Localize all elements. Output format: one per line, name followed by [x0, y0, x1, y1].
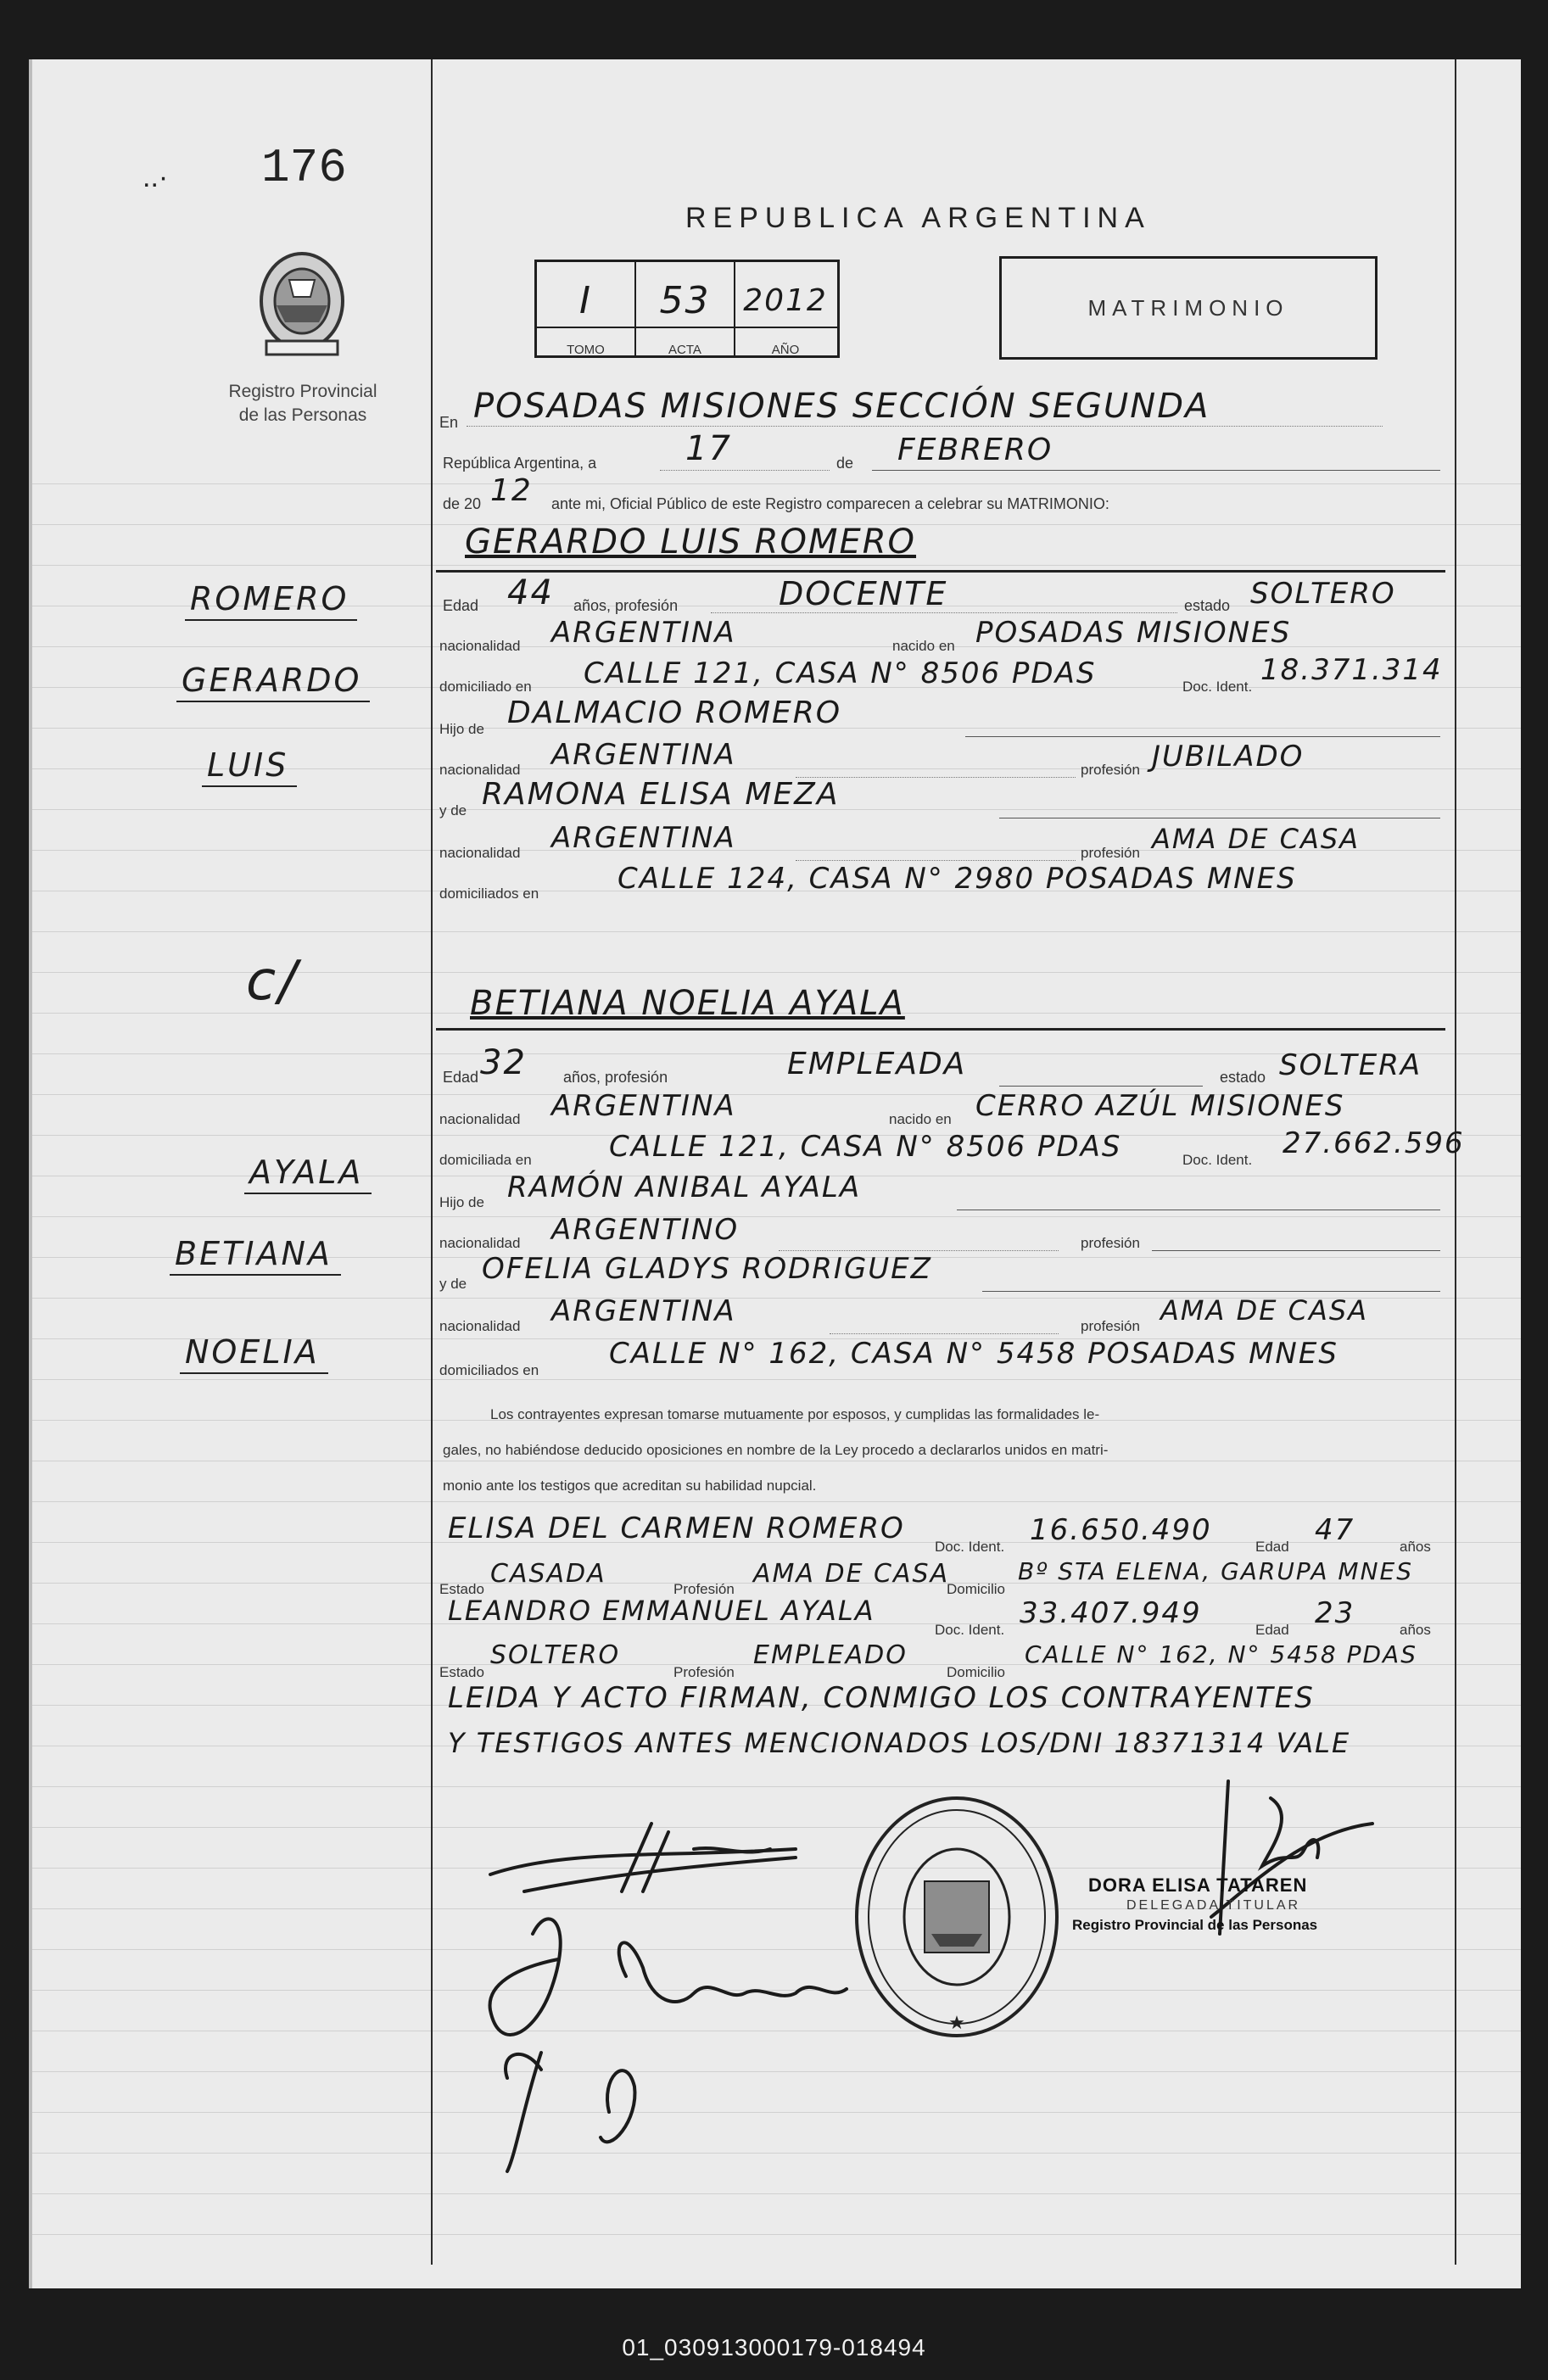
witness2-dom-label: Domicilio: [947, 1664, 1005, 1680]
bride-yde-label: y de: [439, 1276, 467, 1292]
day-underline: [660, 470, 830, 471]
groom-parents-address: CALLE 124, CASA N° 2980 POSADAS MNES: [618, 862, 1297, 896]
bride-name-underline: [436, 1028, 1445, 1031]
groom-hijo-label: Hijo de: [439, 721, 484, 737]
bride-father-prof-underline: [1152, 1250, 1440, 1251]
bride-mother-occupation: AMA DE CASA: [1160, 1294, 1369, 1327]
acta-cell: [636, 262, 735, 355]
groom-father-nationality: ARGENTINA: [551, 738, 736, 772]
groom-occupation-underline: [711, 612, 1177, 613]
witness2-edad-label: Edad: [1255, 1622, 1289, 1638]
bride-domiciliados-label: domiciliados en: [439, 1362, 539, 1378]
register-page: [29, 59, 1521, 2288]
ruled-line: [32, 2193, 1521, 2194]
country-title: REPUBLICA ARGENTINA: [685, 202, 1151, 234]
ruled-line: [32, 483, 1521, 484]
bride-edad-label: Edad: [443, 1069, 479, 1086]
groom-address: CALLE 121, CASA N° 8506 PDAS: [584, 656, 1097, 690]
ruled-line: [32, 2234, 1521, 2235]
month-underline: [872, 470, 1440, 471]
anio-cell: [735, 262, 835, 355]
ruled-line: [32, 1501, 1521, 1502]
declaration-line2: gales, no habiéndose deducido oposiciones en nombre de la Ley procedo a declararlos unidos en matri-: [443, 1442, 1109, 1458]
right-border: [1455, 59, 1456, 2265]
anio-label: AÑO: [771, 343, 800, 357]
margin-groom-name2: LUIS: [207, 746, 288, 784]
groom-mother-occupation: AMA DE CASA: [1152, 823, 1361, 855]
groom-full-name: GERARDO LUIS ROMERO: [465, 522, 917, 561]
bride-nationality: ARGENTINA: [551, 1089, 736, 1123]
ceremony-place: POSADAS MISIONES SECCIÓN SEGUNDA: [473, 387, 1210, 426]
ruled-line: [32, 931, 1521, 932]
groom-estado-label: estado: [1184, 597, 1231, 614]
registry-name-line2: de las Personas: [238, 405, 367, 425]
witness1-name: ELISA DEL CARMEN ROMERO: [448, 1511, 905, 1545]
witness1-doc-label: Doc. Ident.: [935, 1539, 1005, 1555]
ceremony-day: 17: [685, 429, 732, 468]
bride-father-nac-underline: [779, 1250, 1059, 1251]
bride-hijo-label: Hijo de: [439, 1194, 484, 1210]
witness1-civil-status: CASADA: [490, 1559, 606, 1589]
official-signature-icon: [1169, 1764, 1406, 1968]
act-type-label: MATRIMONIO: [1087, 294, 1289, 321]
witness1-address: Bº STA ELENA, GARUPA MNES: [1018, 1557, 1413, 1585]
margin-bride-name2: NOELIA: [185, 1333, 320, 1371]
groom-domiciliados-label: domiciliados en: [439, 886, 539, 902]
acta-label: ACTA: [668, 343, 701, 357]
witness1-estado-label: Estado: [439, 1581, 484, 1597]
tomo-value: I: [579, 278, 592, 322]
anio-value: 2012: [743, 282, 828, 318]
ruled-line: [32, 565, 1521, 566]
margin-connector: c/: [246, 950, 299, 1013]
bride-parents-address: CALLE N° 162, CASA N° 5458 POSADAS MNES: [609, 1337, 1338, 1371]
witness2-address: CALLE N° 162, N° 5458 PDAS: [1025, 1640, 1417, 1668]
groom-father-occupation: JUBILADO: [1152, 740, 1305, 774]
witness1-edad-label: Edad: [1255, 1539, 1289, 1555]
witness1-prof-label: Profesión: [673, 1581, 735, 1597]
bride-address: CALLE 121, CASA N° 8506 PDAS: [609, 1130, 1122, 1164]
witness2-estado-label: Estado: [439, 1664, 484, 1680]
bride-doc-id: 27.662.596: [1283, 1126, 1465, 1160]
witness2-doc-label: Doc. Ident.: [935, 1622, 1005, 1638]
ruled-line: [32, 1216, 1521, 1217]
bride-anos-label: años, profesión: [563, 1069, 668, 1086]
record-box-label-divider: [537, 327, 837, 328]
republica-label: República Argentina, a: [443, 455, 597, 472]
bride-nacionalidad-label: nacionalidad: [439, 1111, 521, 1127]
page-number: 176: [261, 141, 347, 195]
groom-mother-nationality: ARGENTINA: [551, 821, 736, 855]
bride-mother-prof-label: profesión: [1081, 1318, 1140, 1334]
margin-groom-surname: ROMERO: [190, 580, 349, 617]
bride-father: RAMÓN ANIBAL AYALA: [507, 1170, 862, 1204]
witness2-occupation: EMPLEADO: [753, 1640, 908, 1670]
tomo-cell: [537, 262, 636, 355]
groom-doc-label: Doc. Ident.: [1182, 679, 1253, 695]
witness2-civil-status: SOLTERO: [490, 1640, 621, 1670]
bride-mother: OFELIA GLADYS RODRIGUEZ: [482, 1252, 932, 1286]
declaration-line1: Los contrayentes expresan tomarse mutuamente por esposos, y cumplidas las formalidades le-: [490, 1406, 1100, 1422]
declaration-line3: monio ante los testigos que acreditan su habilidad nupcial.: [443, 1478, 817, 1494]
formula-text: ante mi, Oficial Público de este Registro comparecen a celebrar su MATRIMONIO:: [551, 495, 1109, 512]
svg-text:★: ★: [948, 2013, 965, 2034]
official-title: DELEGADA TITULAR: [1126, 1898, 1301, 1913]
acta-value: 53: [659, 278, 711, 322]
witness1-anos-label: años: [1400, 1539, 1431, 1555]
bride-civil-status: SOLTERA: [1279, 1048, 1422, 1082]
bride-nacido-label: nacido en: [889, 1111, 952, 1127]
year-prefix: de 20: [443, 495, 482, 512]
bride-doc-label: Doc. Ident.: [1182, 1152, 1253, 1168]
witness1-age: 47: [1315, 1513, 1355, 1547]
bride-mother-nac-underline: [830, 1333, 1059, 1334]
groom-civil-status: SOLTERO: [1250, 577, 1396, 611]
groom-father: DALMACIO ROMERO: [507, 696, 842, 730]
groom-father-nac-label: nacionalidad: [439, 762, 521, 778]
margin-bride-surname: AYALA: [249, 1154, 363, 1191]
groom-mother-nac-underline: [796, 860, 1076, 861]
groom-father-underline: [965, 736, 1440, 737]
bride-birthplace: CERRO AZÚL MISIONES: [975, 1089, 1345, 1123]
ceremony-month: FEBRERO: [897, 433, 1053, 467]
page-mark: ..·: [143, 161, 169, 193]
bride-father-nac-label: nacionalidad: [439, 1235, 521, 1251]
groom-doc-id: 18.371.314: [1260, 653, 1443, 687]
groom-birthplace: POSADAS MISIONES: [975, 616, 1292, 650]
registry-name-line1: Registro Provincial: [228, 382, 377, 401]
bride-age: 32: [480, 1043, 527, 1082]
witness2-anos-label: años: [1400, 1622, 1431, 1638]
margin-groom-name1: GERARDO: [182, 662, 361, 699]
groom-mother-prof-label: profesión: [1081, 845, 1140, 861]
bride-domiciliada-label: domiciliada en: [439, 1152, 532, 1168]
closing-line1: LEIDA Y ACTO FIRMAN, CONMIGO LOS CONTRAYENTES: [448, 1681, 1315, 1715]
place-underline: [467, 426, 1383, 427]
groom-name-underline: [436, 570, 1445, 573]
groom-nacionalidad-label: nacionalidad: [439, 638, 521, 654]
registry-seal-icon: [847, 1790, 1067, 2044]
year-suffix: 12: [490, 473, 533, 508]
closing-line2: Y TESTIGOS ANTES MENCIONADOS LOS/DNI 18371314 VALE: [448, 1727, 1351, 1759]
bride-estado-label: estado: [1220, 1069, 1266, 1086]
tomo-label: TOMO: [567, 343, 605, 357]
bride-father-prof-label: profesión: [1081, 1235, 1140, 1251]
act-type-box: [999, 256, 1378, 360]
groom-edad-label: Edad: [443, 597, 479, 614]
groom-nacido-label: nacido en: [892, 638, 955, 654]
document-id-footer: 01_030913000179-018494: [622, 2334, 926, 2360]
groom-yde-label: y de: [439, 802, 467, 818]
bride-mother-nac-label: nacionalidad: [439, 1318, 521, 1334]
witness1-occupation: AMA DE CASA: [753, 1559, 950, 1589]
witness1-doc-id: 16.650.490: [1030, 1513, 1212, 1547]
record-number-box: [534, 260, 840, 358]
groom-domiciliado-label: domiciliado en: [439, 679, 532, 695]
ruled-line: [32, 1379, 1521, 1380]
groom-age: 44: [507, 573, 554, 612]
groom-father-prof-label: profesión: [1081, 762, 1140, 778]
de-label: de: [836, 455, 854, 472]
provincial-coat-of-arms-icon: [251, 246, 353, 365]
witness2-doc-id: 33.407.949: [1020, 1596, 1202, 1630]
ruled-line: [32, 646, 1521, 647]
margin-bride-name1: BETIANA: [175, 1235, 333, 1272]
groom-nationality: ARGENTINA: [551, 616, 736, 650]
bride-occupation-underline: [999, 1086, 1203, 1087]
witness2-prof-label: Profesión: [673, 1664, 735, 1680]
bride-father-nationality: ARGENTINO: [551, 1213, 740, 1247]
margin-divider: [431, 59, 433, 2265]
witness2-age: 23: [1315, 1596, 1355, 1630]
bride-mother-underline: [982, 1291, 1440, 1292]
witness1-dom-label: Domicilio: [947, 1581, 1005, 1597]
bride-full-name: BETIANA NOELIA AYALA: [470, 984, 905, 1023]
groom-mother: RAMONA ELISA MEZA: [482, 777, 840, 812]
official-office: Registro Provincial de las Personas: [1072, 1917, 1318, 1933]
groom-mother-nac-label: nacionalidad: [439, 845, 521, 861]
groom-occupation: DOCENTE: [779, 575, 948, 612]
en-label: En: [439, 414, 459, 431]
groom-anos-label: años, profesión: [573, 597, 679, 614]
official-name: DORA ELISA TATAREN: [1088, 1874, 1308, 1896]
witness2-name: LEANDRO EMMANUEL AYALA: [448, 1595, 875, 1627]
bride-mother-nationality: ARGENTINA: [551, 1294, 736, 1328]
bride-occupation: EMPLEADA: [787, 1047, 967, 1081]
